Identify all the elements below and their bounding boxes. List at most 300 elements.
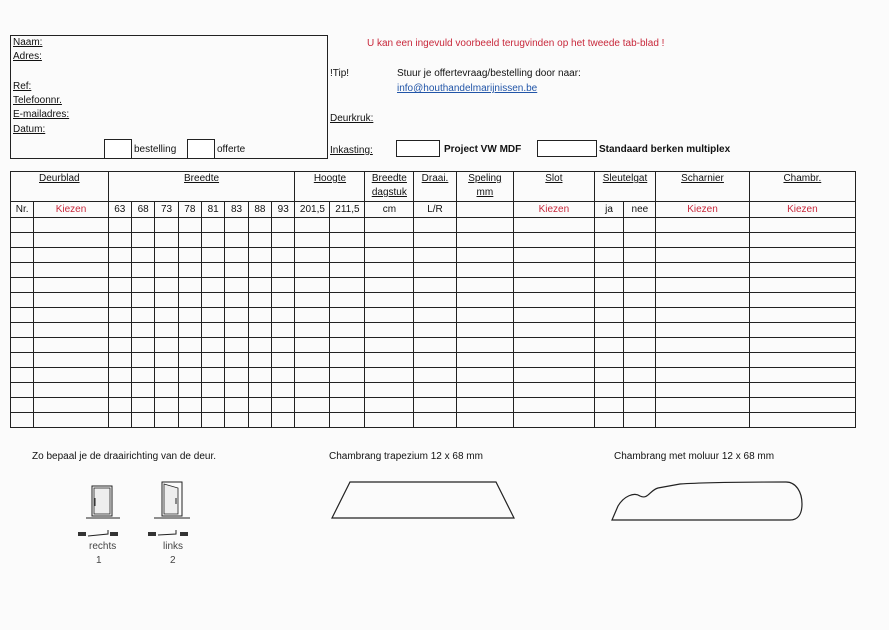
table-cell[interactable]	[11, 413, 34, 428]
table-cell[interactable]	[202, 353, 225, 368]
table-cell[interactable]	[225, 398, 248, 413]
table-cell[interactable]	[624, 323, 656, 338]
table-cell[interactable]	[108, 413, 131, 428]
table-cell[interactable]	[272, 308, 295, 323]
table-cell[interactable]	[34, 368, 108, 383]
table-cell[interactable]	[155, 383, 178, 398]
table-cell[interactable]	[656, 413, 749, 428]
table-cell[interactable]	[248, 218, 271, 233]
table-cell[interactable]	[594, 293, 624, 308]
table-cell[interactable]	[624, 398, 656, 413]
table-cell[interactable]	[330, 263, 365, 278]
table-cell[interactable]	[624, 218, 656, 233]
table-cell[interactable]	[456, 308, 513, 323]
rotation-lr: L/R	[414, 202, 456, 218]
table-cell[interactable]	[272, 398, 295, 413]
chambrang-select[interactable]: Kiezen	[749, 202, 855, 218]
table-cell[interactable]	[155, 398, 178, 413]
table-cell[interactable]	[624, 233, 656, 248]
table-cell[interactable]	[155, 233, 178, 248]
table-cell[interactable]	[225, 218, 248, 233]
table-cell[interactable]	[11, 233, 34, 248]
table-cell[interactable]	[202, 248, 225, 263]
table-cell[interactable]	[456, 218, 513, 233]
table-cell[interactable]	[178, 248, 201, 263]
table-cell[interactable]	[108, 233, 131, 248]
table-cell[interactable]	[295, 278, 330, 293]
table-cell[interactable]	[749, 398, 855, 413]
table-cell[interactable]	[272, 263, 295, 278]
table-cell[interactable]	[34, 398, 108, 413]
table-cell[interactable]	[749, 353, 855, 368]
table-cell[interactable]	[365, 248, 414, 263]
table-cell[interactable]	[202, 308, 225, 323]
table-cell[interactable]	[656, 308, 749, 323]
table-cell[interactable]	[108, 308, 131, 323]
table-cell[interactable]	[414, 218, 456, 233]
table-cell[interactable]	[272, 338, 295, 353]
table-cell[interactable]	[272, 353, 295, 368]
table-cell[interactable]	[272, 293, 295, 308]
table-cell[interactable]	[656, 338, 749, 353]
table-cell[interactable]	[155, 308, 178, 323]
table-cell[interactable]	[178, 398, 201, 413]
table-cell[interactable]	[34, 338, 108, 353]
table-cell[interactable]	[225, 323, 248, 338]
table-cell[interactable]	[202, 338, 225, 353]
table-cell[interactable]	[131, 323, 154, 338]
table-cell[interactable]	[131, 233, 154, 248]
table-cell[interactable]	[11, 398, 34, 413]
table-cell[interactable]	[295, 368, 330, 383]
table-cell[interactable]	[11, 263, 34, 278]
table-row	[11, 368, 856, 383]
lock-select[interactable]: Kiezen	[514, 202, 595, 218]
table-cell[interactable]	[108, 218, 131, 233]
table-cell[interactable]	[108, 383, 131, 398]
table-cell[interactable]	[414, 293, 456, 308]
table-cell[interactable]	[414, 263, 456, 278]
table-cell[interactable]	[656, 248, 749, 263]
table-cell[interactable]	[202, 233, 225, 248]
table-cell[interactable]	[594, 338, 624, 353]
header-keyhole: Sleutelgat	[594, 172, 656, 202]
table-cell[interactable]	[656, 218, 749, 233]
table-cell[interactable]	[456, 233, 513, 248]
table-cell[interactable]	[34, 263, 108, 278]
table-cell[interactable]	[178, 323, 201, 338]
width-78: 78	[178, 202, 201, 218]
table-cell[interactable]	[272, 368, 295, 383]
table-cell[interactable]	[295, 263, 330, 278]
table-cell[interactable]	[225, 413, 248, 428]
table-cell[interactable]	[225, 353, 248, 368]
table-cell[interactable]	[330, 293, 365, 308]
table-cell[interactable]	[624, 293, 656, 308]
table-cell[interactable]	[656, 263, 749, 278]
table-cell[interactable]	[202, 398, 225, 413]
table-cell[interactable]	[365, 263, 414, 278]
table-cell[interactable]	[456, 383, 513, 398]
table-cell[interactable]	[225, 308, 248, 323]
table-cell[interactable]	[108, 278, 131, 293]
table-cell[interactable]	[749, 338, 855, 353]
table-cell[interactable]	[108, 368, 131, 383]
header-gap	[456, 172, 513, 202]
table-cell[interactable]	[248, 338, 271, 353]
table-cell[interactable]	[365, 278, 414, 293]
table-cell[interactable]	[108, 338, 131, 353]
table-cell[interactable]	[155, 218, 178, 233]
table-cell[interactable]	[178, 218, 201, 233]
table-cell[interactable]	[624, 248, 656, 263]
table-cell[interactable]	[749, 308, 855, 323]
quote-checkbox[interactable]	[187, 139, 215, 158]
table-cell[interactable]	[34, 308, 108, 323]
table-cell[interactable]	[295, 233, 330, 248]
table-cell[interactable]	[202, 263, 225, 278]
table-cell[interactable]	[248, 398, 271, 413]
table-cell[interactable]	[514, 218, 595, 233]
table-cell[interactable]	[656, 323, 749, 338]
table-cell[interactable]	[330, 248, 365, 263]
table-cell[interactable]	[330, 233, 365, 248]
table-cell[interactable]	[594, 353, 624, 368]
table-cell[interactable]	[225, 383, 248, 398]
table-cell[interactable]	[178, 278, 201, 293]
table-cell[interactable]	[272, 413, 295, 428]
table-cell[interactable]	[108, 353, 131, 368]
table-cell[interactable]	[178, 383, 201, 398]
table-cell[interactable]	[34, 218, 108, 233]
table-cell[interactable]	[248, 278, 271, 293]
table-cell[interactable]	[202, 368, 225, 383]
table-cell[interactable]	[656, 278, 749, 293]
table-cell[interactable]	[365, 218, 414, 233]
table-cell[interactable]	[155, 293, 178, 308]
table-cell[interactable]	[178, 233, 201, 248]
table-cell[interactable]	[749, 383, 855, 398]
header-frame-width	[365, 172, 414, 202]
table-cell[interactable]	[624, 308, 656, 323]
table-cell[interactable]	[108, 293, 131, 308]
table-cell[interactable]	[178, 413, 201, 428]
frame-width-unit: cm	[365, 202, 414, 218]
table-cell[interactable]	[656, 353, 749, 368]
table-cell[interactable]	[594, 233, 624, 248]
table-cell[interactable]	[155, 323, 178, 338]
table-cell[interactable]	[131, 383, 154, 398]
table-cell[interactable]	[456, 248, 513, 263]
table-cell[interactable]	[295, 353, 330, 368]
table-cell[interactable]	[414, 413, 456, 428]
table-cell[interactable]	[272, 248, 295, 263]
table-cell[interactable]	[514, 353, 595, 368]
table-cell[interactable]	[11, 353, 34, 368]
table-cell[interactable]	[414, 323, 456, 338]
table-cell[interactable]	[248, 413, 271, 428]
table-cell[interactable]	[594, 398, 624, 413]
table-cell[interactable]	[34, 353, 108, 368]
table-cell[interactable]	[624, 338, 656, 353]
table-cell[interactable]	[456, 338, 513, 353]
table-cell[interactable]	[749, 293, 855, 308]
table-cell[interactable]	[365, 383, 414, 398]
table-cell[interactable]	[11, 278, 34, 293]
table-cell[interactable]	[295, 248, 330, 263]
table-cell[interactable]	[414, 368, 456, 383]
table-cell[interactable]	[514, 368, 595, 383]
door-leaf-select[interactable]: Kiezen	[34, 202, 108, 218]
table-cell[interactable]	[225, 248, 248, 263]
table-cell[interactable]	[514, 248, 595, 263]
table-cell[interactable]	[365, 233, 414, 248]
table-cell[interactable]	[295, 218, 330, 233]
table-cell[interactable]	[330, 383, 365, 398]
table-cell[interactable]	[131, 353, 154, 368]
table-cell[interactable]	[155, 338, 178, 353]
table-cell[interactable]	[749, 278, 855, 293]
width-88: 88	[248, 202, 271, 218]
table-cell[interactable]	[365, 398, 414, 413]
table-cell[interactable]	[248, 233, 271, 248]
table-cell[interactable]	[514, 398, 595, 413]
table-cell[interactable]	[456, 293, 513, 308]
table-cell[interactable]	[155, 278, 178, 293]
table-cell[interactable]	[330, 398, 365, 413]
table-cell[interactable]	[365, 368, 414, 383]
table-cell[interactable]	[131, 368, 154, 383]
table-cell[interactable]	[330, 308, 365, 323]
table-cell[interactable]	[656, 383, 749, 398]
table-cell[interactable]	[11, 368, 34, 383]
table-cell[interactable]	[34, 413, 108, 428]
table-cell[interactable]	[456, 263, 513, 278]
table-cell[interactable]	[295, 308, 330, 323]
table-cell[interactable]	[131, 413, 154, 428]
table-cell[interactable]	[330, 278, 365, 293]
table-cell[interactable]	[178, 353, 201, 368]
table-cell[interactable]	[155, 263, 178, 278]
table-cell[interactable]	[414, 398, 456, 413]
table-cell[interactable]	[330, 338, 365, 353]
table-cell[interactable]	[456, 413, 513, 428]
table-cell[interactable]	[131, 308, 154, 323]
hinge-select[interactable]: Kiezen	[656, 202, 749, 218]
table-cell[interactable]	[414, 383, 456, 398]
table-cell[interactable]	[155, 413, 178, 428]
table-cell[interactable]	[225, 263, 248, 278]
table-cell[interactable]	[749, 263, 855, 278]
table-cell[interactable]	[11, 293, 34, 308]
table-cell[interactable]	[295, 338, 330, 353]
table-cell[interactable]	[225, 233, 248, 248]
table-cell[interactable]	[414, 248, 456, 263]
table-cell[interactable]	[624, 353, 656, 368]
table-cell[interactable]	[272, 233, 295, 248]
table-cell[interactable]	[272, 278, 295, 293]
left-label: links	[163, 541, 184, 552]
table-cell[interactable]	[656, 368, 749, 383]
table-cell[interactable]	[272, 383, 295, 398]
width-73: 73	[155, 202, 178, 218]
table-cell[interactable]	[34, 233, 108, 248]
table-cell[interactable]	[594, 308, 624, 323]
table-cell[interactable]	[108, 323, 131, 338]
table-cell[interactable]	[514, 233, 595, 248]
table-cell[interactable]	[365, 353, 414, 368]
table-cell[interactable]	[456, 368, 513, 383]
table-cell[interactable]	[11, 338, 34, 353]
table-cell[interactable]	[34, 293, 108, 308]
table-cell[interactable]	[295, 413, 330, 428]
table-cell[interactable]	[131, 293, 154, 308]
table-cell[interactable]	[365, 323, 414, 338]
table-cell[interactable]	[594, 383, 624, 398]
table-cell[interactable]	[624, 383, 656, 398]
table-cell[interactable]	[594, 278, 624, 293]
table-cell[interactable]	[656, 398, 749, 413]
table-cell[interactable]	[414, 278, 456, 293]
table-cell[interactable]	[131, 218, 154, 233]
table-cell[interactable]	[456, 278, 513, 293]
table-cell[interactable]	[514, 308, 595, 323]
table-cell[interactable]	[594, 368, 624, 383]
table-cell[interactable]	[456, 353, 513, 368]
table-cell[interactable]	[248, 308, 271, 323]
table-cell[interactable]	[594, 413, 624, 428]
table-cell[interactable]	[155, 248, 178, 263]
table-cell[interactable]	[749, 248, 855, 263]
table-cell[interactable]	[749, 368, 855, 383]
table-cell[interactable]	[295, 293, 330, 308]
table-cell[interactable]	[330, 413, 365, 428]
table-cell[interactable]	[272, 218, 295, 233]
table-cell[interactable]	[248, 248, 271, 263]
table-cell[interactable]	[624, 278, 656, 293]
table-cell[interactable]	[295, 383, 330, 398]
table-cell[interactable]	[749, 323, 855, 338]
table-cell[interactable]	[594, 323, 624, 338]
table-cell[interactable]	[330, 218, 365, 233]
order-checkbox[interactable]	[104, 139, 132, 158]
table-cell[interactable]	[108, 263, 131, 278]
table-cell[interactable]	[202, 383, 225, 398]
table-cell[interactable]	[749, 413, 855, 428]
table-cell[interactable]	[225, 368, 248, 383]
table-cell[interactable]	[514, 323, 595, 338]
table-cell[interactable]	[456, 398, 513, 413]
table-cell[interactable]	[131, 248, 154, 263]
table-cell[interactable]	[248, 293, 271, 308]
table-cell[interactable]	[108, 398, 131, 413]
table-cell[interactable]	[330, 323, 365, 338]
table-cell[interactable]	[202, 413, 225, 428]
table-cell[interactable]	[248, 353, 271, 368]
table-cell[interactable]	[248, 368, 271, 383]
table-cell[interactable]	[155, 353, 178, 368]
table-cell[interactable]	[594, 218, 624, 233]
table-cell[interactable]	[178, 338, 201, 353]
table-cell[interactable]	[248, 323, 271, 338]
table-cell[interactable]	[202, 323, 225, 338]
table-cell[interactable]	[178, 308, 201, 323]
table-cell[interactable]	[11, 323, 34, 338]
table-cell[interactable]	[365, 338, 414, 353]
table-cell[interactable]	[178, 368, 201, 383]
table-cell[interactable]	[225, 278, 248, 293]
standard-multiplex-checkbox[interactable]	[537, 140, 597, 157]
table-cell[interactable]	[131, 338, 154, 353]
contact-email-link[interactable]: info@houthandelmarijnissen.be	[397, 83, 538, 94]
table-cell[interactable]	[514, 263, 595, 278]
table-cell[interactable]	[11, 308, 34, 323]
table-cell[interactable]	[131, 278, 154, 293]
table-cell[interactable]	[11, 218, 34, 233]
table-cell[interactable]	[414, 308, 456, 323]
table-cell[interactable]	[514, 383, 595, 398]
table-cell[interactable]	[11, 383, 34, 398]
table-cell[interactable]	[330, 368, 365, 383]
table-cell[interactable]	[330, 353, 365, 368]
table-cell[interactable]	[202, 293, 225, 308]
table-cell[interactable]	[202, 278, 225, 293]
table-cell[interactable]	[624, 413, 656, 428]
table-cell[interactable]	[514, 293, 595, 308]
table-cell[interactable]	[365, 308, 414, 323]
table-cell[interactable]	[414, 338, 456, 353]
table-cell[interactable]	[365, 293, 414, 308]
table-cell[interactable]	[34, 248, 108, 263]
table-cell[interactable]	[624, 368, 656, 383]
table-cell[interactable]	[514, 413, 595, 428]
table-cell[interactable]	[248, 263, 271, 278]
project-vw-checkbox[interactable]	[396, 140, 440, 157]
table-cell[interactable]	[295, 323, 330, 338]
table-cell[interactable]	[456, 323, 513, 338]
table-cell[interactable]	[34, 323, 108, 338]
table-cell[interactable]	[248, 383, 271, 398]
table-cell[interactable]	[178, 293, 201, 308]
table-cell[interactable]	[202, 218, 225, 233]
table-cell[interactable]	[11, 248, 34, 263]
table-cell[interactable]	[656, 233, 749, 248]
table-cell[interactable]	[131, 263, 154, 278]
table-cell[interactable]	[365, 413, 414, 428]
table-cell[interactable]	[594, 263, 624, 278]
table-row	[11, 338, 856, 353]
table-cell[interactable]	[624, 263, 656, 278]
table-cell[interactable]	[295, 398, 330, 413]
table-cell[interactable]	[108, 248, 131, 263]
table-cell[interactable]	[225, 338, 248, 353]
table-cell[interactable]	[178, 263, 201, 278]
table-cell[interactable]	[155, 368, 178, 383]
table-cell[interactable]	[594, 248, 624, 263]
table-cell[interactable]	[514, 278, 595, 293]
table-cell[interactable]	[749, 218, 855, 233]
table-cell[interactable]	[34, 278, 108, 293]
table-cell[interactable]	[749, 233, 855, 248]
table-cell[interactable]	[514, 338, 595, 353]
table-cell[interactable]	[131, 398, 154, 413]
table-cell[interactable]	[225, 293, 248, 308]
table-cell[interactable]	[414, 353, 456, 368]
table-cell[interactable]	[272, 323, 295, 338]
table-cell[interactable]	[656, 293, 749, 308]
table-cell[interactable]	[34, 383, 108, 398]
table-cell[interactable]	[414, 233, 456, 248]
